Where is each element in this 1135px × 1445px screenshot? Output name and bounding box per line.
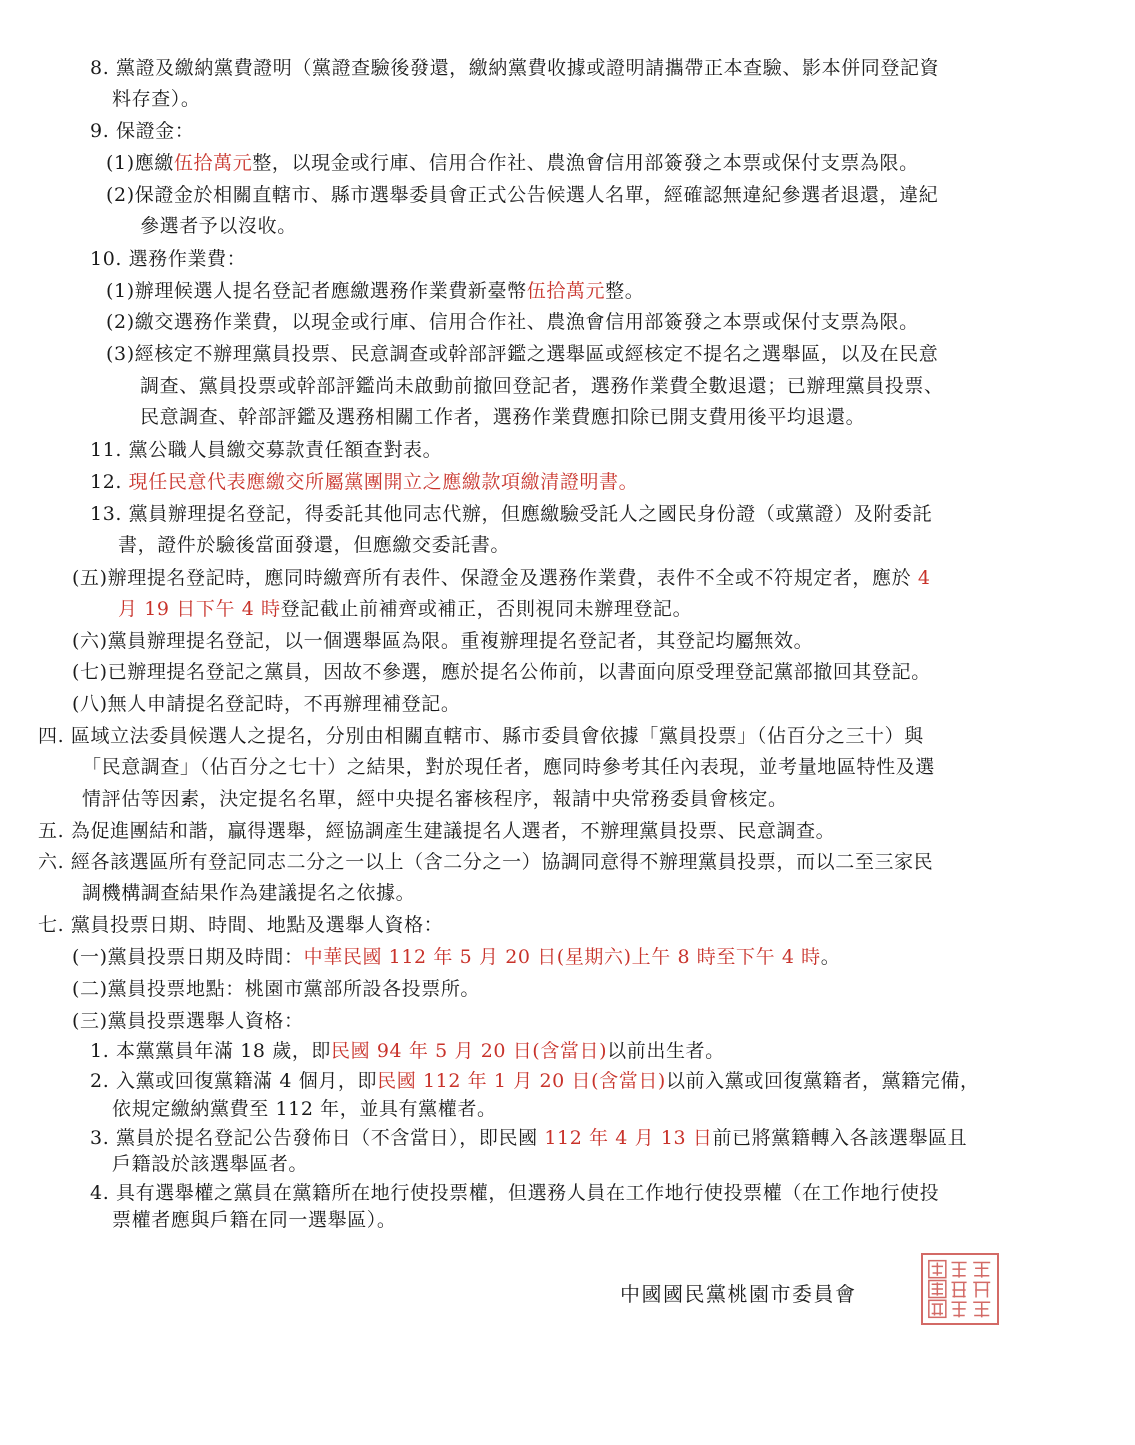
body-text: (八)無人申請提名登記時，不再辦理補登記。	[72, 693, 461, 715]
text-line	[106, 150, 919, 176]
text-line	[82, 754, 935, 780]
text-line	[38, 723, 924, 749]
text-line	[140, 373, 944, 399]
body-text: 參選者予以沒收。	[140, 215, 297, 237]
text-line	[38, 818, 835, 844]
text-line	[112, 1151, 308, 1177]
highlighted-text: 4	[911, 567, 931, 589]
body-text: 3. 黨員於提名登記公告發佈日（不含當日），即民國	[90, 1127, 545, 1149]
highlighted-text: 月 19 日下午 4 時	[118, 598, 281, 620]
body-text: 調機構調查結果作為建議提名之依據。	[82, 882, 416, 904]
body-text: 10. 選務作業費：	[90, 248, 247, 270]
body-text: 。	[820, 946, 841, 968]
body-text: 民意調查、幹部評鑑及選務相關工作者，選務作業費應扣除已開支費用後平均退還。	[140, 406, 866, 428]
body-text: 依規定繳納黨費至 112 年，並具有黨權者。	[112, 1098, 497, 1120]
body-text: 票權者應與戶籍在同一選舉區）。	[112, 1209, 397, 1231]
body-text: 以前入黨或回復黨籍者，黨籍完備，	[665, 1070, 980, 1092]
highlighted-text: 伍拾萬元	[526, 280, 606, 302]
body-text: 11. 黨公職人員繳交募款責任額查對表。	[90, 439, 443, 461]
body-text: (六)黨員辦理提名登記，以一個選舉區為限。重複辦理提名登記者，其登記均屬無效。	[72, 630, 814, 652]
body-text: 前已將黨籍轉入各該選舉區且	[712, 1127, 968, 1149]
body-text: 整。	[605, 280, 645, 302]
body-text: 9. 保證金：	[90, 120, 195, 142]
body-text: 「民意調查」（佔百分之七十）之結果，對於現任者，應同時參考其任內表現，並考量地區特性及選	[82, 756, 935, 778]
text-line	[106, 278, 644, 304]
body-text: 13. 黨員辦理提名登記，得委託其他同志代辦，但應繳驗受託人之國民身份證（或黨證）及附委託	[90, 503, 933, 525]
text-line	[82, 786, 788, 812]
body-text: (二)黨員投票地點：桃園市黨部所設各投票所。	[72, 978, 481, 1000]
body-text: (五)辦理提名登記時，應同時繳齊所有表件、保證金及選務作業費，表件不全或不符規定者，應於	[72, 567, 912, 589]
text-line	[72, 1008, 304, 1034]
text-line	[112, 1096, 497, 1122]
text-line	[72, 659, 931, 685]
body-text: 六. 經各該選區所有登記同志二分之一以上（含二分之一）協調同意得不辦理黨員投票，而以二至三家民	[38, 851, 934, 873]
text-line	[90, 55, 939, 81]
body-text: 登記截止前補齊或補正，否則視同未辦理登記。	[280, 598, 693, 620]
text-line	[90, 1125, 967, 1151]
body-text: 1. 本黨黨員年滿 18 歲，即	[90, 1040, 332, 1062]
issuer-signature: 中國國民黨桃園市委員會	[620, 1282, 857, 1306]
body-text: (1)應繳	[106, 152, 174, 174]
body-text: (1)辦理候選人提名登記者應繳選務作業費新臺幣	[106, 280, 527, 302]
body-text: 以前出生者。	[607, 1040, 725, 1062]
highlighted-text: 民國 94 年 5 月 20 日(含當日)	[331, 1040, 608, 1062]
text-line	[90, 437, 442, 463]
text-line	[90, 246, 246, 272]
highlighted-text: 112 年 4 月 13 日	[544, 1127, 713, 1149]
highlighted-text: 民國 112 年 1 月 20 日(含當日)	[377, 1070, 666, 1092]
text-line	[38, 849, 933, 875]
body-text: (七)已辦理提名登記之黨員，因故不參選，應於提名公佈前，以書面向原受理登記黨部撤回其登記。	[72, 661, 931, 683]
text-line	[72, 565, 931, 591]
body-text: 情評估等因素，決定提名名單，經中央提名審核程序，報請中央常務委員會核定。	[82, 788, 788, 810]
text-line	[140, 213, 297, 239]
body-text: 調查、黨員投票或幹部評鑑尚未啟動前撤回登記者，選務作業費全數退還；已辦理黨員投票、	[140, 375, 944, 397]
body-text: 4. 具有選舉權之黨員在黨籍所在地行使投票權，但選務人員在工作地行使投票權（在工作地行使投	[90, 1182, 940, 1204]
body-text: 12.	[90, 471, 129, 493]
text-line	[112, 1207, 397, 1233]
body-text: (3)經核定不辦理黨員投票、民意調查或幹部評鑑之選舉區或經核定不提名之選舉區，以及在民意	[106, 343, 939, 365]
body-text: 整，以現金或行庫、信用合作社、農漁會信用部簽發之本票或保付支票為限。	[252, 152, 919, 174]
text-line	[90, 1038, 725, 1064]
text-line	[118, 596, 692, 622]
body-text: 2. 入黨或回復黨籍滿 4 個月，即	[90, 1070, 378, 1092]
text-line	[106, 309, 919, 335]
text-line	[72, 691, 460, 717]
body-text: 料存查）。	[112, 88, 201, 110]
body-text: (三)黨員投票選舉人資格：	[72, 1010, 304, 1032]
highlighted-text: 中華民國 112 年 5 月 20 日(星期六)上午 8 時至下午 4 時	[303, 946, 821, 968]
highlighted-text: 伍拾萬元	[173, 152, 253, 174]
seal-glyph-grid	[923, 1255, 997, 1323]
text-line	[106, 341, 938, 367]
text-line	[90, 1180, 939, 1206]
text-line	[112, 86, 201, 112]
text-line	[90, 469, 638, 495]
text-line	[140, 404, 865, 430]
text-line	[90, 501, 932, 527]
text-line	[38, 912, 443, 938]
text-line	[72, 944, 840, 970]
body-text: 七. 黨員投票日期、時間、地點及選舉人資格：	[38, 914, 444, 936]
body-text: 8. 黨證及繳納黨費證明（黨證查驗後發還，繳納黨費收據或證明請攜帶正本查驗、影本併同登記資	[90, 57, 940, 79]
text-line	[90, 118, 194, 144]
body-text: (一)黨員投票日期及時間：	[72, 946, 304, 968]
body-text: 四. 區域立法委員候選人之提名，分別由相關直轄市、縣市委員會依據「黨員投票」（佔百分之三十）與	[38, 725, 924, 747]
text-line	[72, 976, 480, 1002]
text-line	[72, 628, 813, 654]
text-line	[118, 532, 510, 558]
body-text: (2)保證金於相關直轄市、縣市選舉委員會正式公告候選人名單，經確認無違紀參選者退還，違紀	[106, 184, 939, 206]
body-text: 戶籍設於該選舉區者。	[112, 1153, 309, 1175]
body-text: 五. 為促進團結和諧，贏得選舉，經協調產生建議提名人選者，不辦理黨員投票、民意調查。	[38, 820, 836, 842]
body-text: (2)繳交選務作業費，以現金或行庫、信用合作社、農漁會信用部簽發之本票或保付支票為限。	[106, 311, 919, 333]
text-line	[82, 880, 415, 906]
text-line	[90, 1068, 980, 1094]
text-line	[106, 182, 938, 208]
body-text: 書，證件於驗後當面發還，但應繳交委託書。	[118, 534, 511, 556]
highlighted-text: 現任民意代表應繳交所屬黨團開立之應繳款項繳清證明書。	[128, 471, 639, 493]
seal-icon	[921, 1253, 999, 1325]
